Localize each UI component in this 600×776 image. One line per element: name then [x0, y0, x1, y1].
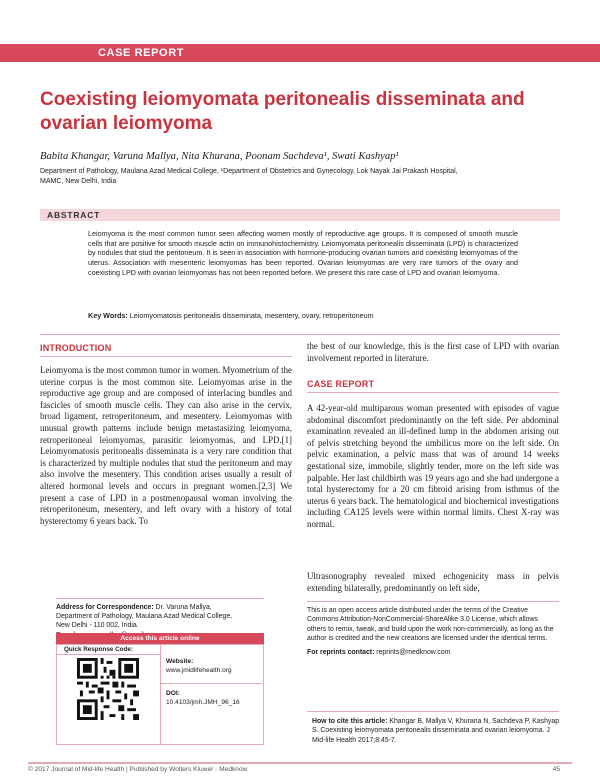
reprints-email[interactable]: reprints@medknow.com [374, 648, 451, 656]
keywords [88, 311, 518, 321]
abstract-bar [40, 209, 560, 221]
correspondence-name: Dr. Varuna Mallya, [153, 604, 212, 611]
affiliation-line-1: Department of Pathology, Maulana Azad Medical College, ¹Department of Obstetrics and Gynecology, Lok Nayak Jai Prakash Hospital, [40, 168, 458, 175]
abstract-divider [40, 334, 560, 335]
cite-text: Khangar B, Mallya V, Khurana N, Sachdeva P, Kashyap S. Coexisting leiomyomata peritonealis disseminata and ovarian leiomyoma. J Mid-life Health 2017;8:45-7. [312, 718, 560, 744]
introduction-text: Leiomyoma is the most common tumor in women. Myometrium of the uterine corpus is the most common site. Leiomyomas arise in the reproductive age group and are composed of interlacing bundles and fascicles of smooth muscle cells. They can also arise in the cervix, broad ligament, retroperitoneum, and mesentery. Leiomyomas with unusual growth patterns include benign metastasizing leiomyoma, retroperitoneal leiomyomas, parasitic leiomyomas, and LPD.[1] Leiomyomatosis peritonealis disseminata is a very rare condition that is characterized by multiple nodules that stud the peritoneum and may also involve the mesentery. This condition arises usually a result of altered hormonal levels and occurs in pregnant women.[2,3] We present a case of LPD in a postmenopausal woman involving the retroperitoneum, mesentery, and left ovary with a history of total hysterectomy 6 years back. To [40, 365, 292, 526]
article-title: Coexisting leiomyomata peritonealis disseminata and ovarian leiomyoma [40, 89, 525, 134]
case-report-heading: CASE REPORT [307, 379, 375, 389]
cite-label: How to cite this article: [312, 718, 388, 725]
website-link[interactable]: www.jmidlifehealth.org [166, 667, 232, 674]
qr-label: Quick Response Code: [64, 646, 133, 653]
correspondence-label: Address for Correspondence: [56, 604, 154, 611]
abstract-text: Leiomyoma is the most common tumor seen affecting women mostly of reproductive age groups. It is composed of smooth muscle cells that are positive for smooth muscle actin on immunohistochemistry. Leiomyomata peritonealis disseminata (LPD) is characterized by nodules that stud the peritoneum. It is seen in association with hormone-producing ovarian tumors and coexisting leiomyomas of the uterus. Association with mesenteric leiomyomas has been reported. Ovarian leiomyomas are very rare tumors of the ovary and coexisting LPD with ovarian leiomyomas has not been reported before. We present this rare case of LPD and ovarian leiomyoma. [88, 229, 518, 277]
keywords-label: Key Words: [88, 311, 128, 320]
doi-label: DOI: [166, 690, 180, 697]
reprints-label: For reprints contact: [307, 648, 375, 656]
website-label: Website: [166, 658, 194, 665]
banner-label: CASE REPORT [98, 47, 185, 59]
open-access-rule-bottom [307, 711, 559, 712]
case-report-text-2: Ultrasonography revealed mixed echogenicity mass in pelvis extending bilaterally, predominantly on left side, [307, 571, 559, 593]
doi-block [166, 689, 240, 707]
qr-rule [57, 654, 160, 655]
open-access-block [307, 606, 555, 657]
qr-code-icon[interactable] [77, 658, 139, 720]
abstract-heading: ABSTRACT [47, 210, 101, 220]
introduction-heading: INTRODUCTION [40, 343, 112, 353]
case-report-rule [307, 392, 559, 393]
open-access-text: This is an open access article distributed under the terms of the Creative Commons Attribution-NonCommercial-ShareAlike 3.0 License, which allows others to remix, tweak, and build upon the work non-commercially, as long as the author is credited and the new creations are licensed under the identical terms. [307, 607, 554, 643]
footer-copyright: © 2017 Journal of Mid-life Health | Published by Wolters Kluwer - Medknow [28, 766, 248, 773]
website-rule [161, 683, 262, 684]
correspondence-line-1: Department of Pathology, Maulana Azad Medical College, [56, 613, 233, 621]
introduction-rule [40, 356, 292, 357]
affiliation-line-2: MAMC, New Delhi, India [40, 177, 117, 185]
open-access-rule-top [307, 601, 559, 602]
footer-rule [28, 762, 572, 764]
right-column-continuation: the best of our knowledge, this is the first case of LPD with ovarian involvement reported in literature. [307, 341, 559, 363]
access-heading: Access this article online [56, 633, 264, 644]
author-list: Babita Khangar, Varuna Mallya, Nita Khurana, Poonam Sachdeva¹, Swati Kashyap¹ [40, 151, 399, 162]
correspondence-line-2: New Delhi - 110 002, India. [56, 622, 139, 630]
website-block [166, 657, 232, 675]
case-report-banner [0, 44, 600, 62]
affiliations [40, 167, 560, 186]
cite-block [312, 717, 560, 745]
doi-link[interactable]: 10.4103/jmh.JMH_96_16 [166, 699, 240, 706]
keywords-text: Leiomyomatosis peritonealis disseminata, mesentery, ovary, retroperitoneum [127, 311, 374, 320]
access-divider [160, 644, 161, 744]
case-report-text: A 42-year-old multiparous woman presented with episodes of vague abdominal discomfort predominantly on the left side. Per abdominal examination revealed an ill-defined lump in the abdomen arising out of pelvis stretching beyond the umbilicus more on the left side. On pelvic examination, a pelvic mass that was of around 14 weeks gestational size, immobile, slightly tender, more on the left side was palpable. Her last childbirth was 19 years ago and she had undergone a total hysterectomy for a 20 cm fibroid arising from isthmus of the uterus 6 years back. The hematological and biochemical investigations including CA125 levels were within normal limits. Chest X-ray was normal. [307, 403, 559, 529]
correspondence-rule [56, 598, 264, 599]
page-number: 45 [552, 766, 560, 773]
